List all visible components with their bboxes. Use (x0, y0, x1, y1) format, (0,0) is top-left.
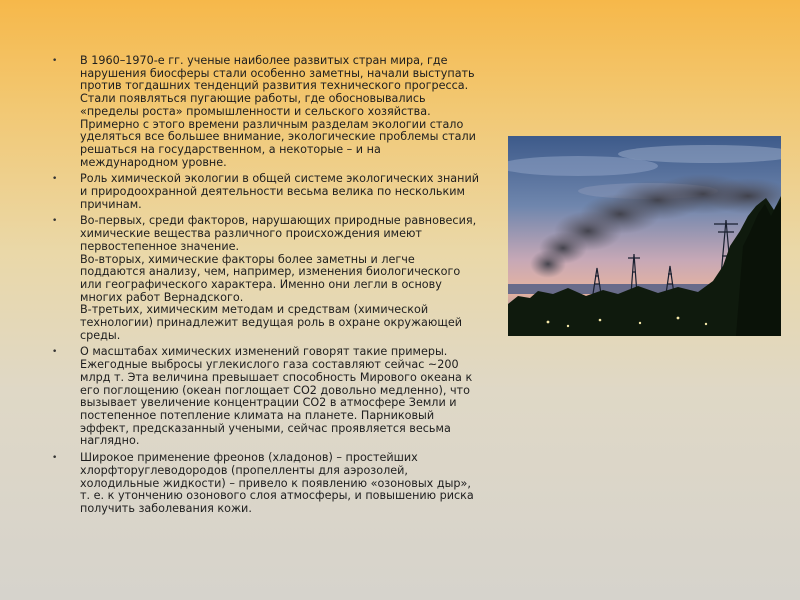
paragraph-line: Ежегодные выбросы углекислого газа составляют сейчас ~200 (80, 358, 459, 372)
paragraph-line: В-третьих, химическим методам и средствам (химической (80, 303, 429, 317)
bullet-dot-icon: • (52, 347, 58, 358)
paragraph-line: «пределы роста» промышленности и сельского хозяйства. (80, 104, 431, 118)
paragraph-line: технологии) принадлежит ведущая роль в охране окружающей (80, 316, 463, 330)
paragraph-line: решаться на государственном, а некоторые – и на (80, 142, 381, 156)
paragraph-line: холодильные жидкости) – привело к появлению «озоновых дыр», (80, 476, 471, 490)
paragraph-line: нарушения биосферы стали особенно заметны, начали выступать (80, 66, 475, 80)
paragraph-line: млрд т. Эта величина превышает способность Мирового океана к (80, 370, 473, 384)
paragraph-line: или географического характера. Именно они легли в основу (80, 277, 442, 291)
paragraph-line: Примерно с этого времени различным разделам экологии стало (80, 117, 464, 131)
paragraph-line: международном уровне. (80, 155, 227, 169)
bullet-dot-icon: • (52, 56, 58, 66)
paragraph-line: Во-вторых, химические факторы более заметны и легче (80, 252, 415, 266)
bullet-dot-icon: • (52, 453, 58, 464)
paragraph-line: В 1960–1970-е гг. ученые наиболее развитых стран мира, где (80, 54, 448, 67)
paragraph-line: хлорфторуглеводородов (пропелленты для аэрозолей, (80, 463, 408, 477)
paragraph-line: первостепенное значение. (80, 239, 240, 253)
bullet-item (52, 215, 500, 342)
bullet-list (52, 55, 500, 520)
paragraph-line: О масштабах химических изменений говорят такие примеры. (80, 345, 448, 359)
paragraph-line: получить заболевания кожи. (80, 501, 252, 515)
bullet-item (52, 173, 500, 211)
paragraph-line: Стали появляться пугающие работы, где обосновывались (80, 92, 426, 106)
paragraph-line: Широкое применение фреонов (хладонов) – простейших (80, 451, 418, 465)
paragraph-line: наглядно. (80, 434, 140, 448)
paragraph-line: против тогдашних тенденций развития технического прогресса. (80, 79, 469, 93)
industrial-smoke-photo (508, 136, 781, 336)
paragraph-line: и природоохранной деятельности весьма велика по нескольким (80, 185, 465, 199)
paragraph-line: среды. (80, 328, 121, 342)
paragraph-line: постепенное потепление климата на планете. Парниковый (80, 408, 435, 422)
paragraph-line: Роль химической экологии в общей системе экологических знаний (80, 172, 479, 186)
bullet-dot-icon: • (52, 216, 58, 227)
paragraph-line: эффект, предсказанный учеными, сейчас проявляется весьма (80, 421, 451, 435)
paragraph-line: многих работ Вернадского. (80, 290, 244, 304)
paragraph-line: уделяться все большее внимание, экологические проблемы стали (80, 130, 476, 144)
paragraph-line: поддаются анализу, чем, например, изменения биологического (80, 265, 461, 279)
paragraph-line: Во-первых, среди факторов, нарушающих природные равновесия, (80, 214, 477, 228)
bullet-item (52, 452, 500, 516)
paragraph-line: т. е. к утончению озонового слоя атмосферы, и повышению риска (80, 489, 474, 503)
bullet-item (52, 55, 500, 169)
paragraph-line: вызывает увеличение концентрации СО2 в атмосфере Земли и (80, 396, 457, 410)
bullet-item (52, 346, 500, 448)
bullet-dot-icon: • (52, 174, 58, 185)
paragraph-line: химические вещества различного происхождения имеют (80, 227, 422, 241)
photo-illustration (508, 136, 781, 336)
paragraph-line: его поглощению (океан поглощает СО2 довольно медленно), что (80, 383, 470, 397)
paragraph-line: причинам. (80, 197, 142, 211)
